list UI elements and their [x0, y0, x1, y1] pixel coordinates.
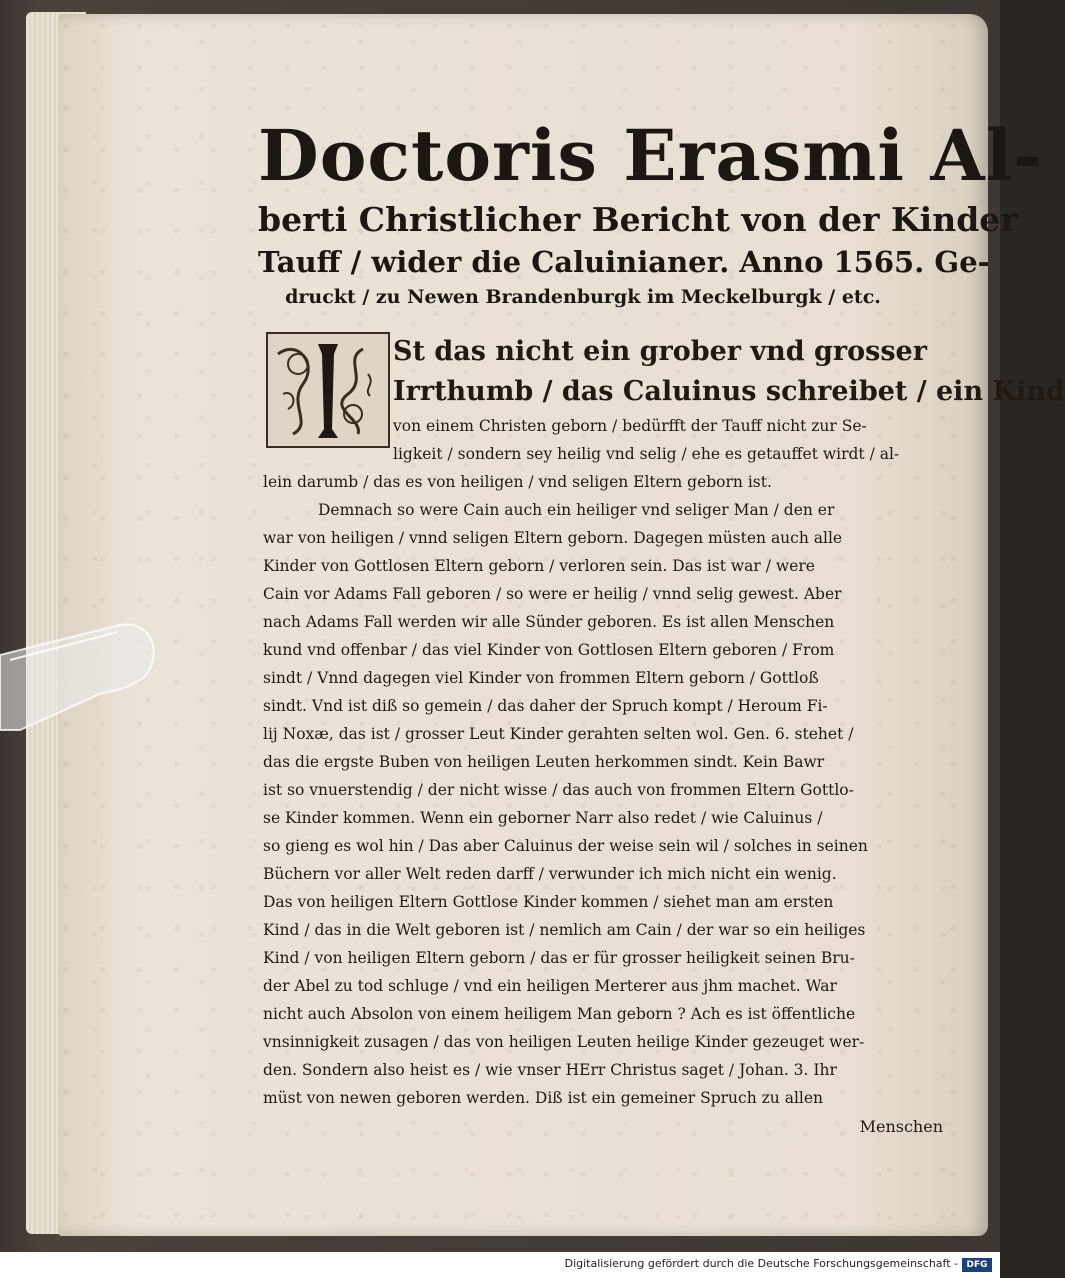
text-line: Kinder von Gottlosen Eltern geborn / verloren sein. Das ist war / were: [263, 557, 815, 575]
title-line-4: druckt / zu Newen Brandenburgk im Meckelburgk / etc.: [285, 286, 881, 308]
text-line: St das nicht ein grober vnd grosser: [393, 336, 927, 367]
text-line: lij Noxæ, das ist / grosser Leut Kinder gerahten selten wol. Gen. 6. stehet /: [263, 725, 854, 743]
text-line: Irrthumb / das Caluinus schreibet / ein Kind: [393, 376, 1065, 407]
text-line: müst von newen geboren werden. Diß ist ein gemeiner Spruch zu allen: [263, 1089, 824, 1107]
title-line-3: Tauff / wider die Caluinianer. Anno 1565. Ge-: [258, 245, 990, 279]
text-line: kund vnd offenbar / das viel Kinder von Gottlosen Eltern geboren / From: [263, 641, 835, 659]
dfg-logo: DFG: [962, 1258, 992, 1272]
text-line: Kind / von heiligen Eltern geborn / das er für grosser heiligkeit seinen Bru-: [263, 949, 855, 967]
text-line: der Abel zu tod schluge / vnd ein heiligen Merterer aus jhm machet. War: [263, 977, 837, 995]
text-line: von einem Christen geborn / bedürfft der Tauff nicht zur Se-: [393, 417, 867, 435]
text-line: se Kinder kommen. Wenn ein geborner Narr also redet / wie Caluinus /: [263, 809, 823, 827]
text-line: ist so vnuerstendig / der nicht wisse / das auch von frommen Eltern Gottlo-: [263, 781, 854, 799]
ornamental-initial-i: [266, 332, 390, 448]
text-line: nach Adams Fall werden wir alle Sünder geboren. Es ist allen Menschen: [263, 613, 835, 631]
text-line: so gieng es wol hin / Das aber Caluinus der weise sein wil / solches in seinen: [263, 837, 868, 855]
text-line: vnsinnigkeit zusagen / das von heiligen Leuten heilige Kinder gezeuget wer-: [263, 1033, 865, 1051]
title-line-2: berti Christlicher Bericht von der Kinder: [258, 200, 1018, 239]
text-line: das die ergste Buben von heiligen Leuten herkommen sindt. Kein Bawr: [263, 753, 825, 771]
funding-notice: Digitalisierung gefördert durch die Deutsche Forschungsgemeinschaft -: [564, 1257, 958, 1270]
body-text: [263, 332, 1065, 1142]
footer-bar: [0, 1252, 1000, 1278]
text-line: nicht auch Absolon von einem heiligem Man geborn ? Ach es ist öffentliche: [263, 1005, 856, 1023]
text-line: Cain vor Adams Fall geboren / so were er heilig / vnnd selig gewest. Aber: [263, 585, 842, 603]
title-line-1: Doctoris Erasmi Al-: [258, 114, 1044, 197]
text-line: Kind / das in die Welt geboren ist / nemlich am Cain / der war so ein heiliges: [263, 921, 866, 939]
text-line: Büchern vor aller Welt reden darff / verwunder ich mich nicht ein wenig.: [263, 865, 837, 883]
text-line: ligkeit / sondern sey heilig vnd selig / ehe es getauffet wirdt / al-: [393, 445, 900, 463]
title-block: [258, 114, 1044, 312]
text-line: lein darumb / das es von heiligen / vnd seligen Eltern geborn ist.: [263, 473, 772, 491]
plastic-page-clip: [0, 620, 160, 730]
text-line: den. Sondern also heist es / wie vnser HErr Christus saget / Johan. 3. Ihr: [263, 1061, 837, 1079]
catchword: Menschen: [859, 1117, 943, 1136]
ornamental-initial-icon: [268, 334, 388, 446]
text-line: war von heiligen / vnnd seligen Eltern geborn. Dagegen müsten auch alle: [263, 529, 843, 547]
book-page: [58, 14, 1065, 1236]
text-line: Das von heiligen Eltern Gottlose Kinder kommen / siehet man am ersten: [263, 893, 834, 911]
text-line: Demnach so were Cain auch ein heiliger vnd seliger Man / den er: [318, 501, 835, 519]
text-line: sindt. Vnd ist diß so gemein / das daher der Spruch kompt / Heroum Fi-: [263, 697, 828, 715]
text-line: sindt / Vnnd dagegen viel Kinder von frommen Eltern geborn / Gottloß: [263, 669, 819, 687]
